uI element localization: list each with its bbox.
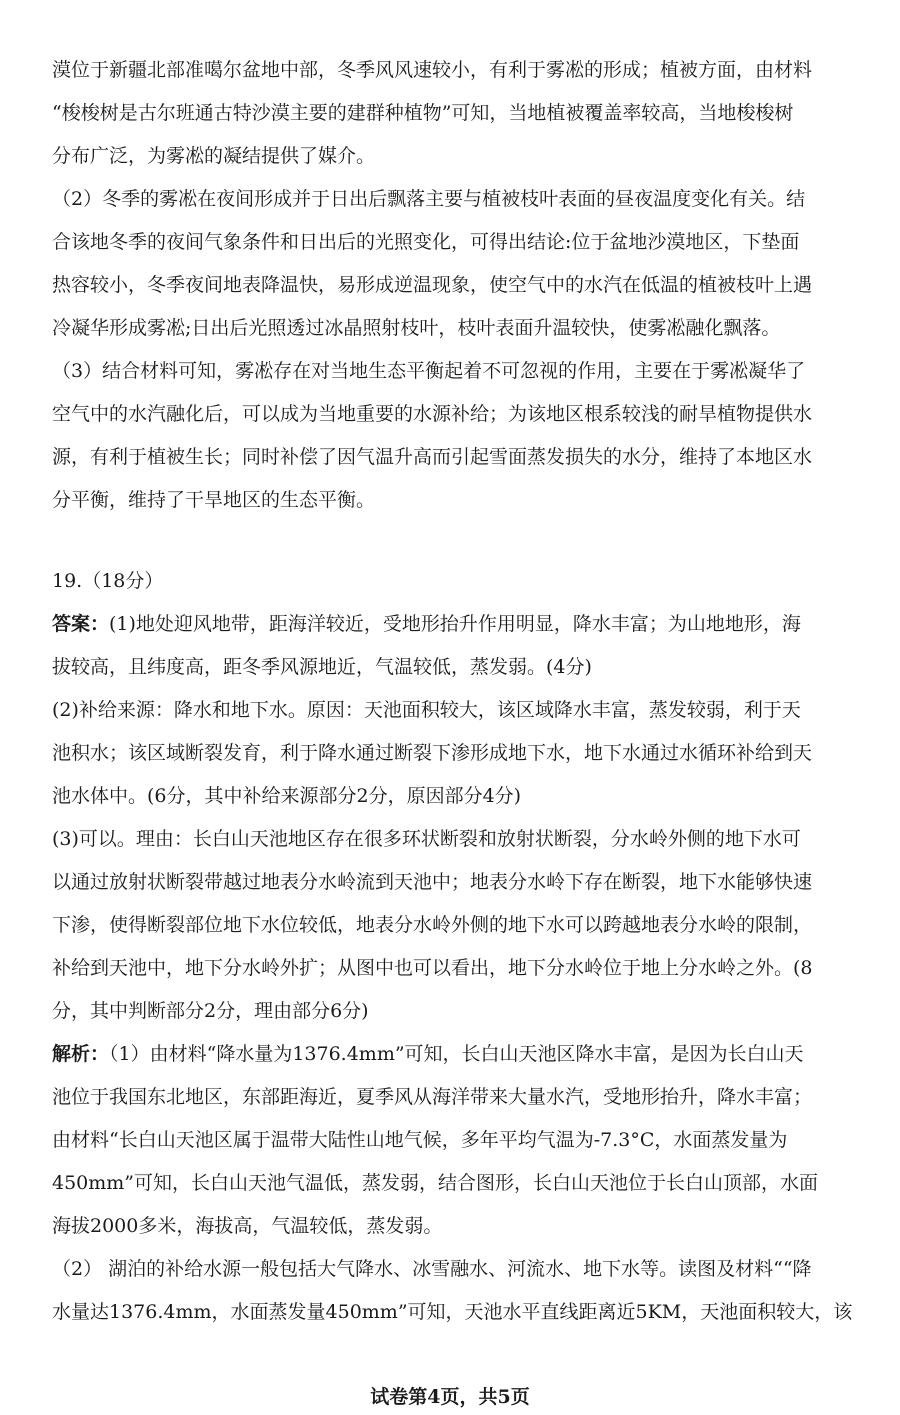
paragraph-line: 池位于我国东北地区，东部距海近，夏季风从海洋带来大量水汽，受地形抬升，降水丰富；: [52, 1086, 813, 1108]
paragraph-line: (2)补给来源：降水和地下水。原因：天池面积较大，该区域降水丰富，蒸发较弱，利于天: [52, 699, 801, 721]
paragraph-line: 分平衡，维持了干旱地区的生态平衡。: [52, 489, 376, 511]
paragraph-line: （2） 湖泊的补给水源一般包括大气降水、冰雪融水、河流水、地下水等。读图及材料““降: [52, 1258, 812, 1280]
paragraph-line: (3)可以。理由：长白山天池地区存在很多环状断裂和放射状断裂，分水岭外侧的地下水可: [52, 828, 801, 850]
paragraph-line: 池水体中。(6分，其中补给来源部分2分，原因部分4分): [52, 785, 522, 807]
paragraph-line: 空气中的水汽融化后，可以成为当地重要的水源补给；为该地区根系较浅的耐旱植物提供水: [52, 403, 813, 425]
paragraph-line: （3）结合材料可知，雾凇存在对当地生态平衡起着不可忽视的作用，主要在于雾凇凝华了: [52, 360, 806, 382]
paragraph-line: 池积水；该区域断裂发育，利于降水通过断裂下渗形成地下水，地下水通过水循环补给到天: [52, 742, 813, 764]
paragraph-line: （2）冬季的雾凇在夜间形成并于日出后飘落主要与植被枝叶表面的昼夜温度变化有关。结: [52, 188, 806, 210]
answer-text: (1)地处迎风地带，距海洋较近，受地形抬升作用明显，降水丰富；为山地地形，海: [109, 613, 801, 635]
paragraph-line: 海拔2000多米，海拔高，气温较低，蒸发弱。: [52, 1215, 443, 1237]
answer-line: [52, 608, 860, 640]
analysis-label: 解析：: [52, 1043, 110, 1065]
paragraph-line: 水量达1376.4mm，水面蒸发量450mm”可知，天池水平直线距离近5KM，天池面积较大，该: [52, 1301, 853, 1323]
paragraph-line: 450mm”可知，长白山天池气温低，蒸发弱，结合图形，长白山天池位于长白山顶部，水面: [52, 1172, 819, 1194]
question-number: 19.（18分）: [52, 570, 164, 592]
paragraph-line: 由材料“长白山天池区属于温带大陆性山地气候，多年平均气温为-7.3°C，水面蒸发量为: [52, 1129, 788, 1151]
paragraph-line: 合该地冬季的夜间气象条件和日出后的光照变化，可得出结论:位于盆地沙漠地区，下垫面: [52, 231, 800, 253]
page-footer: 试卷第4页，共5页: [370, 1386, 530, 1408]
analysis-text: （1）由材料“降水量为1376.4mm”可知，长白山天池区降水丰富，是因为长白山天: [109, 1043, 804, 1065]
paragraph-line: 源，有利于植被生长；同时补偿了因气温升高而引起雪面蒸发损失的水分，维持了本地区水: [52, 446, 813, 468]
paragraph-line: 漠位于新疆北部准噶尔盆地中部，冬季风风速较小，有利于雾凇的形成；植被方面，由材料: [52, 59, 813, 81]
paragraph-line: 冷凝华形成雾凇;日出后光照透过冰晶照射枝叶，枝叶表面升温较快，使雾凇融化飘落。: [52, 317, 781, 339]
answer-label: 答案：: [52, 613, 110, 635]
paragraph-line: “梭梭树是古尔班通古特沙漠主要的建群种植物”可知，当地植被覆盖率较高，当地梭梭树: [52, 102, 794, 124]
paragraph-line: 拔较高，且纬度高，距冬季风源地近，气温较低，蒸发弱。(4分): [52, 656, 592, 678]
paragraph-line: 分布广泛，为雾凇的凝结提供了媒介。: [52, 145, 376, 167]
paragraph-line: 以通过放射状断裂带越过地表分水岭流到天池中；地表分水岭下存在断裂，地下水能够快速: [52, 871, 813, 893]
analysis-line: [52, 1038, 860, 1070]
paragraph-line: 补给到天池中，地下分水岭外扩；从图中也可以看出，地下分水岭位于地上分水岭之外。(8: [52, 957, 813, 979]
paragraph-line: 分，其中判断部分2分，理由部分6分): [52, 1000, 369, 1022]
paragraph-line: 下渗，使得断裂部位地下水位较低，地表分水岭外侧的地下水可以跨越地表分水岭的限制，: [52, 914, 813, 936]
paragraph-line: 热容较小，冬季夜间地表降温快，易形成逆温现象，使空气中的水汽在低温的植被枝叶上遇: [52, 274, 813, 296]
